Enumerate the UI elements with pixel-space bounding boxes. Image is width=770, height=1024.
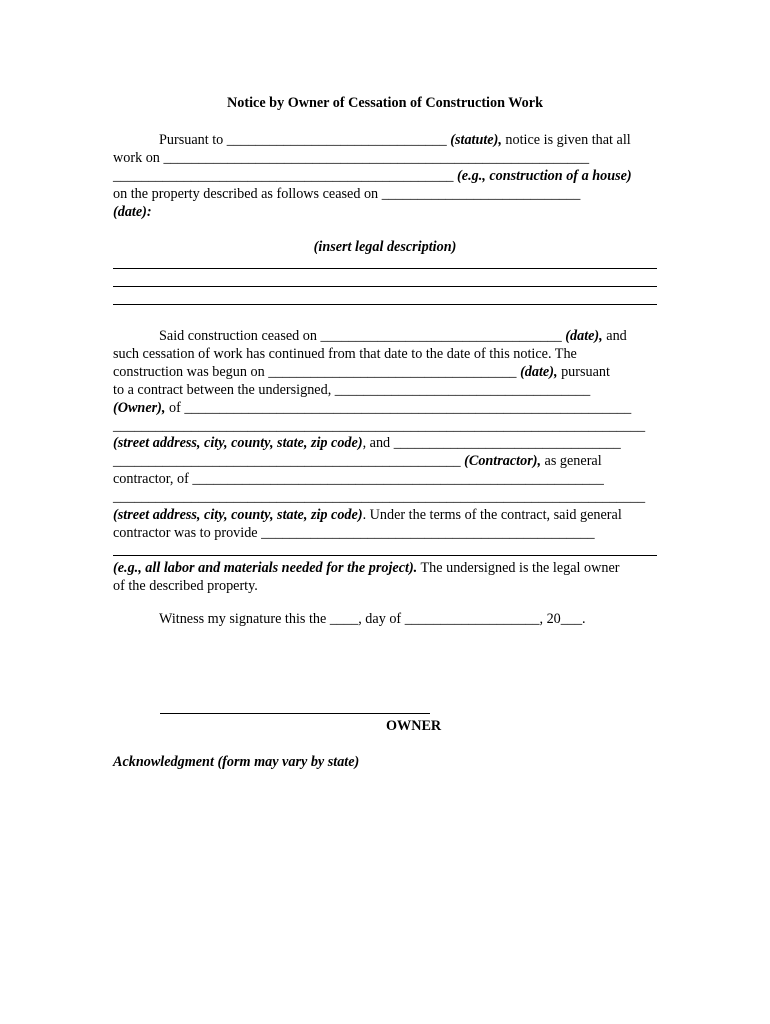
p2-l7-tail: , and ________________________________ <box>362 435 621 451</box>
contractor-role-label: (Contractor), <box>464 453 541 469</box>
p1-l1-tail: notice is given that all <box>501 132 631 148</box>
p2-line-6: ___________________________________________________________________________ <box>113 418 646 434</box>
p1-line-1 <box>159 131 631 149</box>
legal-description-label: (insert legal description) <box>313 239 457 255</box>
p2-line-5 <box>113 399 631 417</box>
p2-line-11 <box>113 506 622 524</box>
address-label: (street address, city, county, state, zip code) <box>113 435 363 451</box>
p2-l11-tail: . Under the terms of the contract, said general <box>362 507 622 523</box>
signature-line <box>160 713 430 714</box>
p2-l1-tail: and <box>602 328 627 344</box>
p2-line-1 <box>159 327 627 345</box>
p2-l5-blank: of _______________________________________________________________ <box>165 400 632 416</box>
p2-line-2: such cessation of work has continued from that date to the date of this notice. The <box>113 346 577 362</box>
date-label: (date), <box>565 328 603 344</box>
p2-line-12: contractor was to provide _______________________________________________ <box>113 525 595 541</box>
p2-l13-tail: The undersigned is the legal owner <box>417 560 620 576</box>
document-title: Notice by Owner of Cessation of Construction Work <box>227 95 543 111</box>
p1-l1-text: Pursuant to _______________________________ <box>159 132 451 148</box>
date-label: (date), <box>520 364 558 380</box>
address-label: (street address, city, county, state, zip code) <box>113 507 363 523</box>
p2-line-9: contractor, of __________________________________________________________ <box>113 471 604 487</box>
p2-l3-text: construction was begun on ___________________________________ <box>113 364 521 380</box>
p2-l8-tail: as general <box>541 453 602 469</box>
provide-blank-line <box>113 555 657 556</box>
p2-l3-tail: pursuant <box>557 364 610 380</box>
p2-line-4: to a contract between the undersigned, ____________________________________ <box>113 382 591 398</box>
labor-example-label: (e.g., all labor and materials needed for the project). <box>113 560 418 576</box>
statute-label: (statute), <box>450 132 502 148</box>
acknowledgment-heading: Acknowledgment (form may vary by state) <box>113 754 360 770</box>
p2-line-7 <box>113 434 621 452</box>
construction-example-label: (e.g., construction of a house) <box>457 168 632 184</box>
p1-line-3 <box>113 167 632 185</box>
legal-description-line-1 <box>113 268 657 269</box>
p1-l3-blank: ________________________________________________ <box>113 168 458 184</box>
p1-line-2: work on ____________________________________________________________ <box>113 150 590 166</box>
p2-l1-text: Said construction ceased on __________________________________ <box>159 328 566 344</box>
p2-line-13 <box>113 559 619 577</box>
p2-line-14: of the described property. <box>113 578 258 594</box>
date-label: (date): <box>113 204 152 220</box>
p2-line-8 <box>113 452 602 470</box>
owner-role-label: (Owner), <box>113 400 166 416</box>
p2-l8-blank: _________________________________________________ <box>113 453 465 469</box>
witness-line: Witness my signature this the ____, day of ___________________, 20___. <box>159 611 586 627</box>
legal-description-line-3 <box>113 304 657 305</box>
legal-description-line-2 <box>113 286 657 287</box>
p1-line-4: on the property described as follows ceased on ____________________________ <box>113 186 581 202</box>
owner-label: OWNER <box>386 718 442 734</box>
p2-line-3 <box>113 363 610 381</box>
p2-line-10: ___________________________________________________________________________ <box>113 489 646 505</box>
